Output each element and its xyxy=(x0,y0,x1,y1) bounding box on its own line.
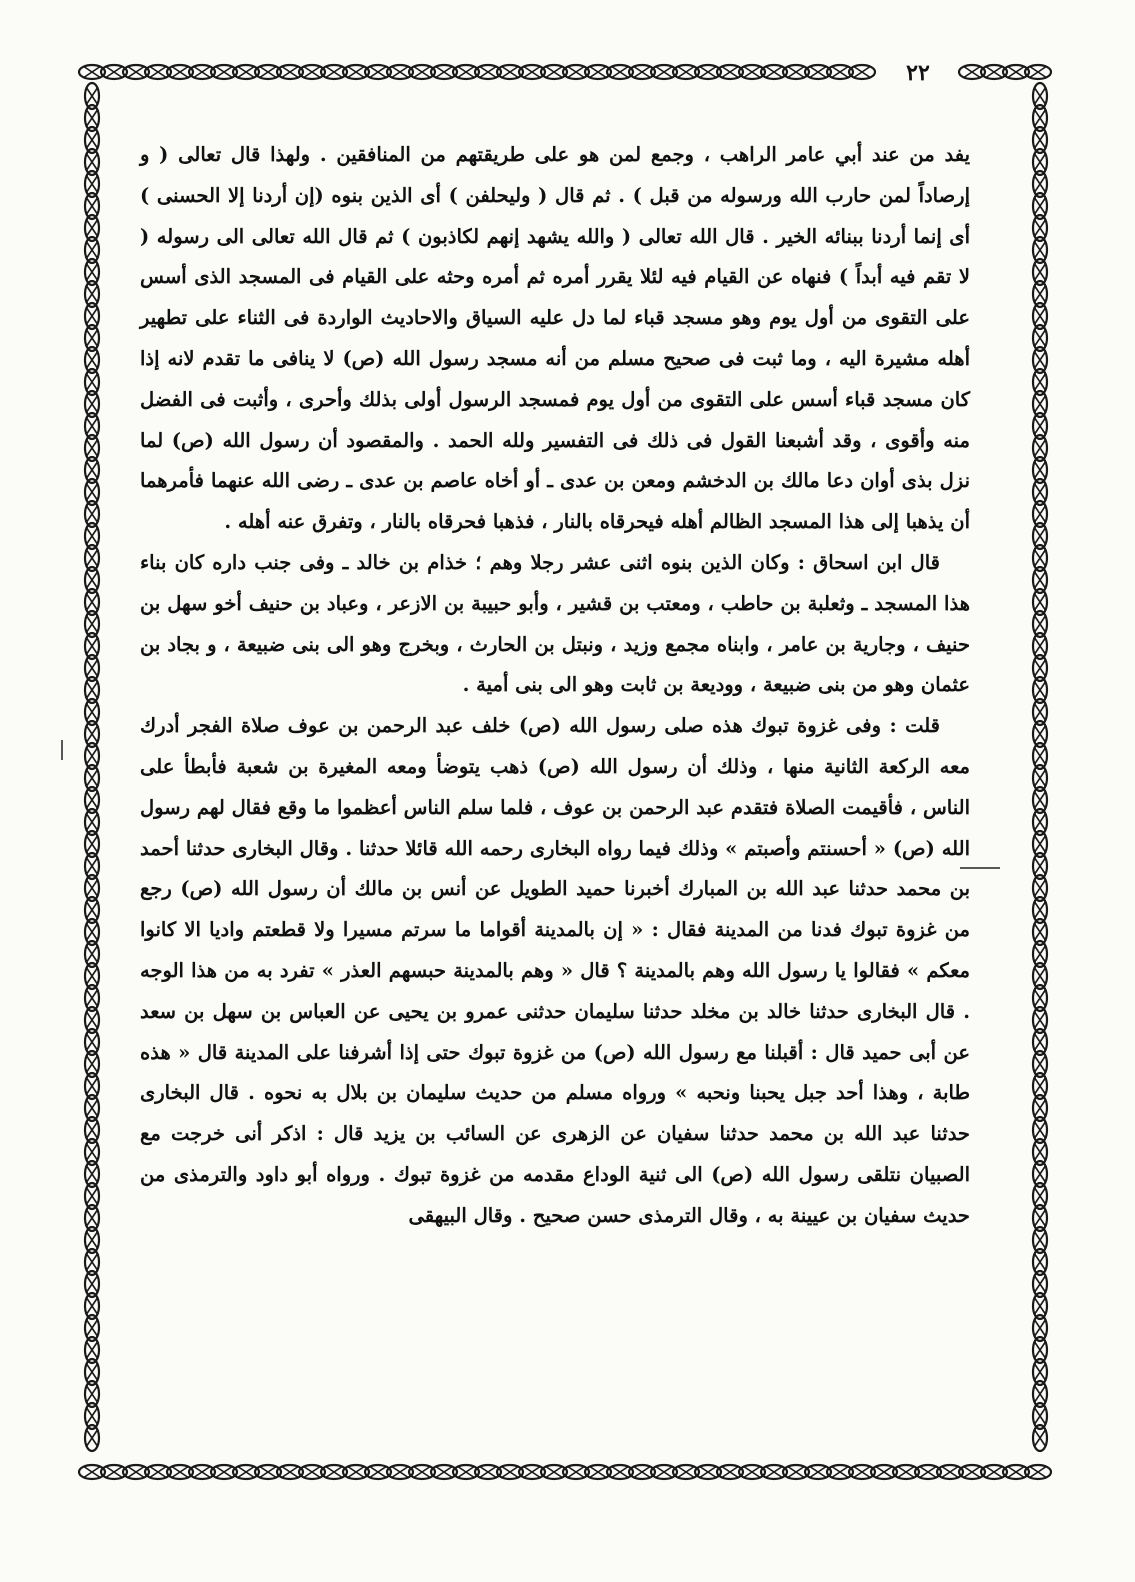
chain-cross xyxy=(1034,439,1046,457)
chain-cross xyxy=(369,66,387,78)
chain-cross xyxy=(86,901,98,919)
chain-cross xyxy=(215,66,233,78)
chain-cross xyxy=(86,967,98,985)
page-number: ٢٢ xyxy=(906,60,930,86)
chain-cross xyxy=(1034,1209,1046,1227)
chain-cross xyxy=(86,1231,98,1249)
chain-cross xyxy=(1034,1121,1046,1139)
chain-cross xyxy=(86,659,98,677)
chain-cross xyxy=(721,1466,739,1478)
chain-cross xyxy=(86,351,98,369)
chain-cross xyxy=(1034,505,1046,523)
chain-cross xyxy=(853,1466,871,1478)
chain-cross xyxy=(86,439,98,457)
chain-cross xyxy=(86,879,98,897)
chain-cross xyxy=(1034,769,1046,787)
chain-cross xyxy=(1034,1385,1046,1403)
chain-cross xyxy=(963,1466,981,1478)
chain-cross xyxy=(1034,1055,1046,1073)
chain-cross xyxy=(985,1466,1003,1478)
chain-cross xyxy=(655,66,673,78)
chain-cross xyxy=(1034,285,1046,303)
chain-cross xyxy=(1007,1466,1025,1478)
chain-cross xyxy=(1034,263,1046,281)
chain-cross xyxy=(86,1341,98,1359)
chain-cross xyxy=(325,1466,343,1478)
chain-cross xyxy=(86,527,98,545)
chain-cross xyxy=(86,197,98,215)
chain-cross xyxy=(523,66,541,78)
chain-cross xyxy=(86,395,98,413)
chain-cross xyxy=(237,1466,255,1478)
chain-cross xyxy=(83,1466,101,1478)
chain-cross xyxy=(86,307,98,325)
chain-cross xyxy=(86,1253,98,1271)
chain-cross xyxy=(86,505,98,523)
chain-cross xyxy=(479,66,497,78)
chain-cross xyxy=(1034,1187,1046,1205)
chain-cross xyxy=(127,1466,145,1478)
chain-cross xyxy=(86,461,98,479)
chain-cross xyxy=(479,1466,497,1478)
chain-cross xyxy=(86,109,98,127)
chain-cross xyxy=(1034,813,1046,831)
chain-cross xyxy=(86,241,98,259)
chain-cross xyxy=(589,1466,607,1478)
chain-cross xyxy=(699,66,717,78)
chain-cross xyxy=(1034,615,1046,633)
paragraph-2: قال ابن اسحاق : وكان الذين بنوه اثنى عشر رجلا وهم ؛ خذام بن خالد ـ وفى جنب داره كان بناء هذا المسجد ـ وثعلبة بن حاطب ، ومعتب بن قشير ، وأبو حبيبة بن الازعر ، وعباد بن حنيف أخو سهل بن حنيف ، وجارية بن عامر ، وابناه مجمع وزيد ، ونبتل بن الحارث ، وبخرج وهو الى بنى ضبيعة ، و بجاد بن عثمان وهو من بنى ضبيعة ، ووديعة بن ثابت وهو الى بنى أمية . xyxy=(140,550,970,697)
chain-cross xyxy=(611,1466,629,1478)
chain-cross xyxy=(567,66,585,78)
chain-cross xyxy=(86,1297,98,1315)
chain-cross xyxy=(105,1466,123,1478)
paragraph-1: يفد من عند أبي عامر الراهب ، وجمع لمن هو على طريقتهم من المنافقين . ولهذا قال تعالى ( و إرصاداً لمن حارب الله ورسوله من قبل ) . ثم قال ( وليحلفن ) أى الذين بنوه (إن أردنا إلا الحسنى ) أى إنما أردنا ببنائه الخير . قال الله تعالى ( والله يشهد إنهم لكاذبون ) ثم قال الله تعالى الى رسوله ( لا تقم فيه أبداً ) فنهاه عن القيام فيه لئلا يقرر أمره ثم أمره وحثه على القيام فى المسجد الذى أسس على التقوى من أول يوم وهو مسجد قباء لما دل عليه السياق والاحاديث الواردة فى الثناء على تطهير أهله مشيرة اليه ، وما ثبت فى صحيح مسلم من أنه مسجد رسول الله (ص) لا ينافى ما تقدم لانه إذا كان مسجد قباء أسس على التقوى من أول يوم فمسجد الرسول أولى بذلك وأحرى ، وأثبت فى الفضل منه وأقوى ، وقد أشبعنا القول فى ذلك فى التفسير ولله الحمد . والمقصود أن رسول الله (ص) لما نزل بذى أوان دعا مالك بن الدخشم ومعن بن عدى ـ أو أخاه عاصم بن عدى ـ رضى الله عنهما فأمرهما أن يذهبا إلى هذا المسجد الظالم أهله فيحرقاه بالنار ، فذهبا فحرقاه بالنار ، وتفرق عنه أهله . xyxy=(140,143,970,534)
chain-cross xyxy=(831,66,849,78)
chain-cross xyxy=(86,571,98,589)
chain-cross xyxy=(1034,1033,1046,1051)
chain-cross xyxy=(501,1466,519,1478)
chain-cross xyxy=(501,66,519,78)
chain-cross xyxy=(1034,197,1046,215)
chain-cross xyxy=(1034,879,1046,897)
chain-cross xyxy=(86,1407,98,1425)
chain-cross xyxy=(1034,1429,1046,1447)
chain-cross xyxy=(86,813,98,831)
chain-cross xyxy=(1034,967,1046,985)
chain-cross xyxy=(1029,66,1047,78)
chain-cross xyxy=(1034,351,1046,369)
chain-cross xyxy=(86,1429,98,1447)
border-bottom-chain xyxy=(79,1465,1051,1479)
chain-cross xyxy=(86,1099,98,1117)
chain-cross xyxy=(1034,1407,1046,1425)
chain-cross xyxy=(86,791,98,809)
chain-cross xyxy=(86,175,98,193)
chain-cross xyxy=(83,66,101,78)
chain-cross xyxy=(743,1466,761,1478)
chain-cross xyxy=(963,66,981,78)
chain-cross xyxy=(523,1466,541,1478)
border-left-chain xyxy=(85,83,99,1451)
chain-cross xyxy=(1034,527,1046,545)
chain-cross xyxy=(787,66,805,78)
chain-cross xyxy=(86,1319,98,1337)
chain-cross xyxy=(1034,1077,1046,1095)
chain-cross xyxy=(86,219,98,237)
chain-cross xyxy=(1034,1099,1046,1117)
chain-cross xyxy=(86,615,98,633)
chain-cross xyxy=(86,1187,98,1205)
chain-cross xyxy=(1034,923,1046,941)
chain-cross xyxy=(86,329,98,347)
chain-cross xyxy=(86,263,98,281)
chain-cross xyxy=(787,1466,805,1478)
chain-cross xyxy=(919,1466,937,1478)
chain-cross xyxy=(86,1011,98,1029)
chain-cross xyxy=(1034,373,1046,391)
chain-cross xyxy=(1034,1253,1046,1271)
chain-cross xyxy=(1034,329,1046,347)
chain-cross xyxy=(259,1466,277,1478)
chain-cross xyxy=(391,1466,409,1478)
chain-cross xyxy=(303,1466,321,1478)
chain-cross xyxy=(1034,1297,1046,1315)
chain-cross xyxy=(1034,747,1046,765)
chain-cross xyxy=(303,66,321,78)
chain-cross xyxy=(1034,87,1046,105)
chain-cross xyxy=(589,66,607,78)
chain-cross xyxy=(86,1165,98,1183)
chain-cross xyxy=(1034,241,1046,259)
chain-cross xyxy=(86,87,98,105)
chain-cross xyxy=(325,66,343,78)
chain-cross xyxy=(1034,1275,1046,1293)
chain-cross xyxy=(281,1466,299,1478)
chain-cross xyxy=(1034,1165,1046,1183)
chain-cross xyxy=(941,1466,959,1478)
chain-cross xyxy=(86,725,98,743)
chain-cross xyxy=(611,66,629,78)
chain-cross xyxy=(809,1466,827,1478)
chain-cross xyxy=(86,1121,98,1139)
chain-cross xyxy=(86,769,98,787)
chain-cross xyxy=(1034,1143,1046,1161)
chain-cross xyxy=(86,1385,98,1403)
chain-cross xyxy=(149,1466,167,1478)
chain-cross xyxy=(1034,989,1046,1007)
chain-cross xyxy=(171,1466,189,1478)
chain-cross xyxy=(1034,659,1046,677)
chain-cross xyxy=(1034,395,1046,413)
chain-cross xyxy=(435,66,453,78)
chain-cross xyxy=(677,1466,695,1478)
chain-cross xyxy=(1034,901,1046,919)
chain-cross xyxy=(86,857,98,875)
chain-cross xyxy=(1034,1341,1046,1359)
chain-cross xyxy=(369,1466,387,1478)
chain-cross xyxy=(193,66,211,78)
chain-cross xyxy=(149,66,167,78)
chain-cross xyxy=(1034,571,1046,589)
chain-cross xyxy=(1034,461,1046,479)
chain-cross xyxy=(853,66,871,78)
chain-cross xyxy=(259,66,277,78)
chain-cross xyxy=(1034,681,1046,699)
chain-cross xyxy=(457,1466,475,1478)
chain-cross xyxy=(633,66,651,78)
chain-cross xyxy=(831,1466,849,1478)
chain-cross xyxy=(875,1466,893,1478)
chain-cross xyxy=(765,66,783,78)
chain-cross xyxy=(985,66,1003,78)
chain-cross xyxy=(1034,109,1046,127)
chain-cross xyxy=(86,681,98,699)
chain-cross xyxy=(105,66,123,78)
chain-cross xyxy=(86,1077,98,1095)
chain-cross xyxy=(86,285,98,303)
chain-cross xyxy=(347,66,365,78)
chain-cross xyxy=(86,1209,98,1227)
chain-cross xyxy=(699,1466,717,1478)
chain-cross xyxy=(1034,1231,1046,1249)
chain-cross xyxy=(1034,483,1046,501)
chain-cross xyxy=(435,1466,453,1478)
chain-cross xyxy=(86,549,98,567)
chain-cross xyxy=(86,923,98,941)
chain-cross xyxy=(215,1466,233,1478)
chain-cross xyxy=(413,66,431,78)
body-text xyxy=(140,135,970,1455)
chain-cross xyxy=(1034,857,1046,875)
chain-cross xyxy=(545,66,563,78)
chain-cross xyxy=(86,593,98,611)
chain-cross xyxy=(86,989,98,1007)
chain-cross xyxy=(1034,725,1046,743)
chain-cross xyxy=(1034,703,1046,721)
chain-cross xyxy=(1034,637,1046,655)
chain-cross xyxy=(86,1143,98,1161)
chain-cross xyxy=(1034,835,1046,853)
chain-cross xyxy=(86,1275,98,1293)
chain-cross xyxy=(1034,593,1046,611)
chain-cross xyxy=(633,1466,651,1478)
chain-cross xyxy=(1034,945,1046,963)
chain-cross xyxy=(1034,1363,1046,1381)
chain-cross xyxy=(86,835,98,853)
chain-cross xyxy=(1034,153,1046,171)
chain-cross xyxy=(743,66,761,78)
chain-cross xyxy=(413,1466,431,1478)
chain-cross xyxy=(1029,1466,1047,1478)
chain-cross xyxy=(171,66,189,78)
chain-cross xyxy=(1034,175,1046,193)
chain-cross xyxy=(897,1466,915,1478)
chain-cross xyxy=(86,945,98,963)
chain-cross xyxy=(86,417,98,435)
chain-cross xyxy=(127,66,145,78)
chain-cross xyxy=(765,1466,783,1478)
chain-cross xyxy=(1034,1011,1046,1029)
chain-cross xyxy=(281,66,299,78)
chain-cross xyxy=(86,1055,98,1073)
chain-cross xyxy=(1034,791,1046,809)
chain-cross xyxy=(86,703,98,721)
chain-cross xyxy=(86,1033,98,1051)
chain-cross xyxy=(237,66,255,78)
paragraph-3: قلت : وفى غزوة تبوك هذه صلى رسول الله (ص) خلف عبد الرحمن بن عوف صلاة الفجر أدرك معه الركعة الثانية منها ، وذلك أن رسول الله (ص) ذهب يتوضأ ومعه المغيرة بن شعبة فأبطأ على الناس ، فأقيمت الصلاة فتقدم عبد الرحمن بن عوف ، فلما سلم الناس أعظموا ما وقع فقال لهم رسول الله (ص) « أحسنتم وأصبتم » وذلك فيما رواه البخارى رحمه الله قائلا حدثنا . وقال البخارى حدثنا أحمد بن محمد حدثنا عبد الله بن المبارك أخبرنا حميد الطويل عن أنس بن مالك أن رسول الله (ص) رجع من غزوة تبوك فدنا من المدينة فقال : « إن بالمدينة أقواما ما سرتم مسيرا ولا قطعتم واديا الا كانوا معكم » فقالوا يا رسول الله وهم بالمدينة ؟ قال « وهم بالمدينة حبسهم العذر » تفرد به من هذا الوجه . قال البخارى حدثنا خالد بن مخلد حدثنا سليمان حدثنى عمرو بن يحيى عن العباس بن سهل بن سعد عن أبى حميد قال : أقبلنا مع رسول الله (ص) من غزوة تبوك حتى إذا أشرفنا على المدينة قال « هذه طابة ، وهذا أحد جبل يحبنا ونحبه » ورواه مسلم من حديث سليمان بن بلال به نحوه . قال البخارى حدثنا عبد الله بن محمد حدثنا سفيان عن الزهرى عن السائب بن يزيد قال : اذكر أنى خرجت مع الصبيان نتلقى رسول الله (ص) الى ثنية الوداع مقدمه من غزوة تبوك . ورواه أبو داود والترمذى من حديث سفيان بن عيينة به ، وقال الترمذى حسن صحيح . وقال البيهقى xyxy=(140,714,970,1227)
chain-cross xyxy=(721,66,739,78)
chain-cross xyxy=(545,1466,563,1478)
chain-cross xyxy=(86,373,98,391)
chain-cross xyxy=(567,1466,585,1478)
chain-cross xyxy=(86,637,98,655)
chain-cross xyxy=(347,1466,365,1478)
chain-cross xyxy=(809,66,827,78)
chain-cross xyxy=(1034,1319,1046,1337)
chain-cross xyxy=(86,483,98,501)
chain-cross xyxy=(86,1363,98,1381)
chain-cross xyxy=(677,66,695,78)
chain-cross xyxy=(86,153,98,171)
chain-cross xyxy=(1034,549,1046,567)
border-right-chain xyxy=(1033,83,1047,1451)
chain-cross xyxy=(86,131,98,149)
chain-cross xyxy=(1034,219,1046,237)
chain-cross xyxy=(1034,131,1046,149)
chain-cross xyxy=(655,1466,673,1478)
chain-cross xyxy=(86,747,98,765)
chain-cross xyxy=(1034,307,1046,325)
chain-cross xyxy=(391,66,409,78)
chain-cross xyxy=(1007,66,1025,78)
chain-cross xyxy=(457,66,475,78)
chain-cross xyxy=(193,1466,211,1478)
chain-cross xyxy=(1034,417,1046,435)
